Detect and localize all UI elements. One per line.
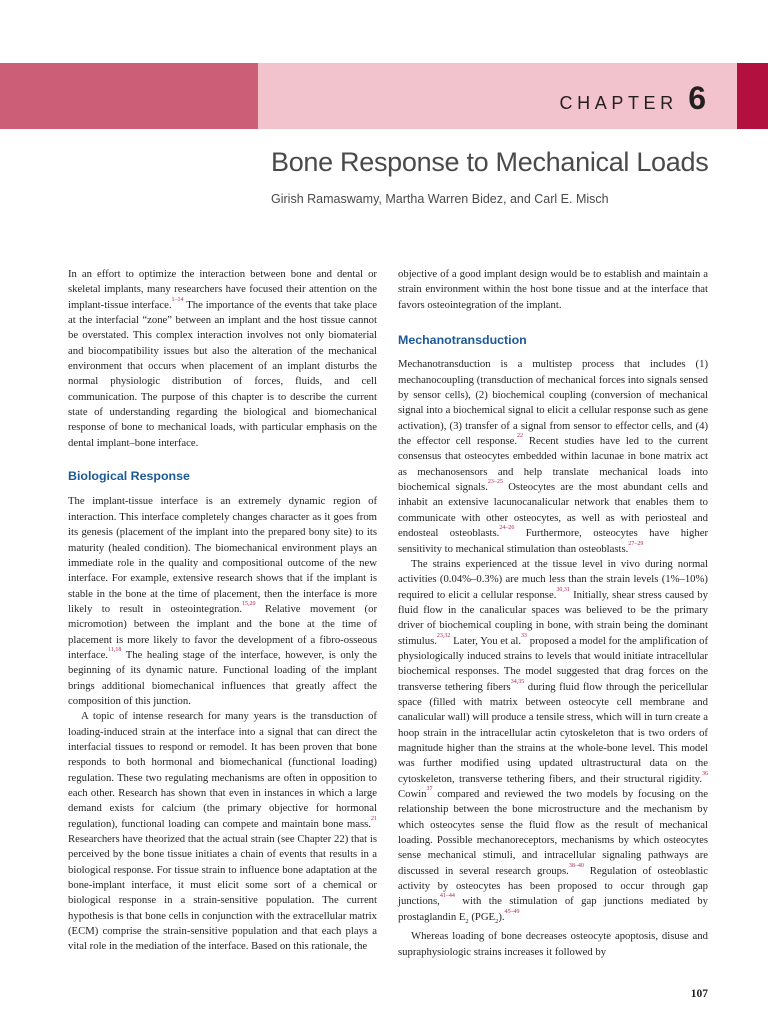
chapter-word: CHAPTER xyxy=(559,93,678,113)
citation: 30,31 xyxy=(556,586,570,593)
right-column xyxy=(398,267,708,960)
chapter-title: Bone Response to Mechanical Loads xyxy=(271,147,709,177)
citation: 23,32 xyxy=(436,632,451,639)
citation: 23–25 xyxy=(487,479,503,486)
citation: 22 xyxy=(517,433,524,440)
citation: 24–26 xyxy=(499,525,515,532)
body-paragraph: The implant-tissue interface is an extremely dynamic region of interaction. This interface completely changes character as it goes from its genesis (placement of the implant into the prepared bony site) to its maturity (healed condition). The biomechanical environment plays an immediate role in the quality and compositional outcome of the new interface. For example, extensive research shows that if the implant is stable in the bone at the time of placement, then the interface is more likely to result in osteointegration.$^{15,20}$ Relative movement (or micromotion) between the implant and the bone at the time of placement is more likely to favor the development of a fibro-osseous interface.$^{11,18}$ The healing stage of the interface, however, is only the beginning of its dynamic nature. Functional loading of the implant brings additional biomechanical influences that greatly affect the composition of this junction. xyxy=(68,495,377,707)
body-paragraph: The strains experienced at the tissue level in vivo during normal activities (0.04%–0.3%) are much less than the strain levels (1%–10%) required to elicit a cellular response.$^{30,31}$ Initially, shear stress caused by fluid flow in the canalicular spaces was believed to be the primary driver of biochemical coupling in bone, with strain being the dominant stimulus.$^{23,32}$ Later, You et al.$^{33}$ proposed a model for the amplification of physiologically induced strains to levels that would initiate intracellular biochemical responses. The model suggested that drag forces on the transverse tethering fibers$^{34,35}$ during fluid flow through the pericellular space (filled with matrix between osteocyte cell membrane and canalicular wall) will produce a tensile stress, which will in turn create a hoop strain in the intracellular actin cytoskeleton that is two orders of magnitude higher than the strains at the whole-bone level. This model was further modified using updated ultrastructural data on the cytoskeleton, transverse tethering fibers, and their structural rigidity.$^{36}$ Cowin$^{37}$ compared and reviewed the two models by focusing on the relationship between the bone microstructure and the mechanism by which osteocytes sense the fluid flow as the result of mechanical loading. Possible mechanoreceptors, mechanisms by which osteocytes sense mechanical stimuli, and intracellular signaling pathways are discussed in several research groups.$^{38-40}$ Regulation of osteoblastic activity by osteocytes has been proposed to occur through gap junctions,$^{41-44}$ with the stimulation of gap junctions mediated by prostaglandin $E_2$ $(PGE_2).^{45-49}$ xyxy=(398,557,708,925)
subscript: 2 xyxy=(495,917,499,925)
citation: 41–44 xyxy=(439,893,455,900)
section-heading-biological-response: Biological Response xyxy=(68,469,190,484)
banner-accent-block xyxy=(737,63,768,129)
body-paragraph: A topic of intense research for many years is the transduction of loading-induced strain at the interface into a signal that can direct the interfacial tissues to respond or remodel. It has been proven that bone responds to both hormonal and biomechanical (functional loading) regulation. These two regulating mechanisms are often in opposition to each other. Research has shown that even in instances in which a large demand exists for calcium (the primary objective for hormonal regulation), functional loading can compete and maintain bone mass.$^{21}$ Researchers have theorized that the actual strain (see Chapter 22) that is perceived by the bone tissue initiates a chain of events that results in a biological response. For tissue strain to influence bone adaptation at the bone-implant interface, it must elicit some sort of a chemical or biological response in a strain-sensitive population. The current hypothesis is that bone cells in conjunction with the extracellular matrix (ECM) comprise the strain-sensitive population and that each plays a vital role in the mediation of the interface. Based on this rationale, the xyxy=(68,710,377,953)
citation: 33 xyxy=(521,632,528,639)
citation: 11,18 xyxy=(108,646,122,653)
body-paragraph: objective of a good implant design would be to establish and maintain a strain environment within the host bone tissue and at the interface that favors osteointegration of the implant. xyxy=(398,268,708,311)
body-paragraph: Mechanotransduction is a multistep process that includes (1) mechanocoupling (transduction of mechanical forces into signals sensed by sensor cells), (2) biochemical coupling (conversion of mechanical signal into a biochemical signal to elicit a cellular response such as gene activation), (3) transfer of a signal from sensor to effector cells, and (4) the effector cell response.$^{22}$ Recent studies have led to the current consensus that osteocytes embedded within lacunae in bone matrix act as mechanosensors and help translate mechanical loads into biochemical signals.$^{23-25}$ Osteocytes are the most abundant cells and inhabit an extensive lacunocanalicular network that enables them to communicate with other osteocytes, as well as with periosteal and endosteal osteoblasts.$^{24-26}$ Furthermore, osteocytes have higher sensitivity to mechanical stimulation than osteoblasts.$^{27-29}$ xyxy=(398,358,709,555)
citation: 15,20 xyxy=(242,600,256,607)
section-heading-mechanotransduction: Mechanotransduction xyxy=(398,333,527,348)
citation: 21 xyxy=(371,815,377,822)
citation: 36 xyxy=(702,770,708,777)
banner-left-block xyxy=(0,63,258,129)
page-number: 107 xyxy=(690,988,708,1000)
citation: 27–29 xyxy=(628,540,644,547)
left-column xyxy=(68,267,377,955)
citation: 1–14 xyxy=(171,296,184,303)
chapter-heading xyxy=(560,80,706,117)
chapter-authors: Girish Ramaswamy, Martha Warren Bidez, and Carl E. Misch xyxy=(271,192,609,206)
citation: 38–40 xyxy=(568,862,584,869)
body-paragraph: Whereas loading of bone decreases osteocyte apoptosis, disuse and supraphysiologic strains increases it followed by xyxy=(398,930,708,958)
citation: 37 xyxy=(426,786,433,792)
citation: 34,35 xyxy=(510,678,525,685)
citation: 45–49 xyxy=(504,908,520,915)
subscript: 2 xyxy=(465,917,469,925)
intro-paragraph: In an effort to optimize the interaction between bone and dental or skeletal implants, many researchers have focused their attention on the implant-tissue interface.$^{1-14}$ The importance of the events that take place at the interfacial “zone” between an implant and the host tissue cannot be overstated. This complex interaction involves not only biomaterial and biocompatibility issues but also the alteration of the mechanical environment that occurs when placement of an implant disturbs the normal physiologic distribution of forces, fluids, and cell communication. The purpose of this chapter is to describe the current state of understanding regarding the biological and biomechanical response of bone to mechanical loads, with particular emphasis on the dental implant–bone interface. xyxy=(68,268,377,449)
chapter-number: 6 xyxy=(688,80,706,116)
